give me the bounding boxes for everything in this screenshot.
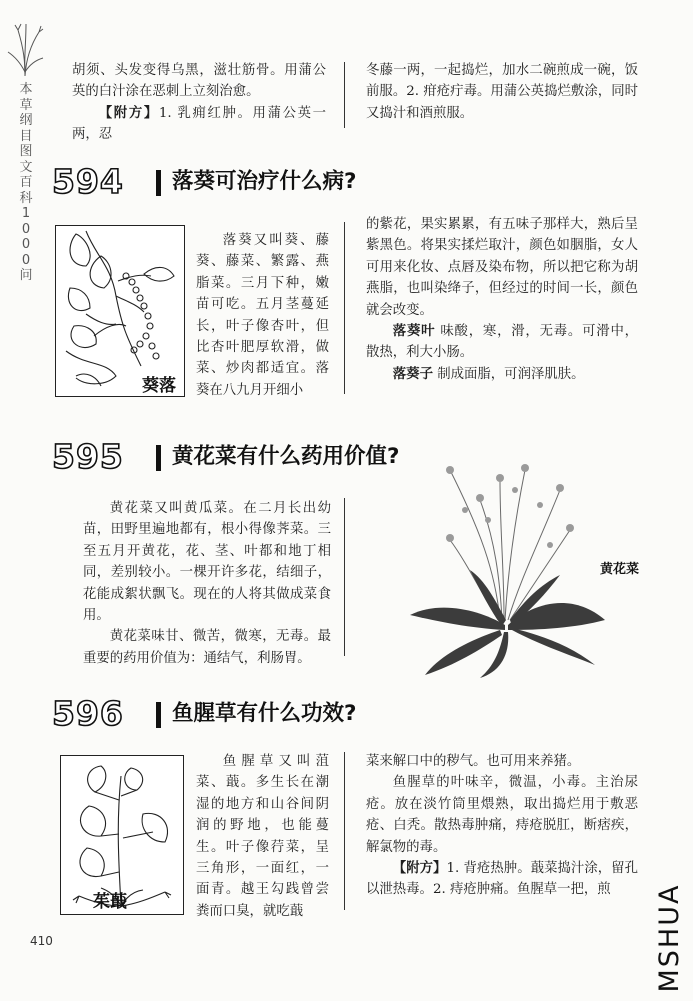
q596-fufang-label: 【附方】 xyxy=(392,861,447,877)
q596-heading xyxy=(52,694,432,734)
q596-right-column xyxy=(366,751,638,901)
q596-number: 596 xyxy=(52,694,124,733)
q594-leaf-text: 味酸，寒，滑，无毒。可滑中，散热，利大小肠。 xyxy=(366,324,639,361)
q595-heading xyxy=(52,437,432,477)
q596-plant-label: 茱蕺 xyxy=(93,892,127,912)
watermark xyxy=(650,880,690,998)
q595-plant-label: 黄花菜 xyxy=(600,562,640,577)
q594-column-divider xyxy=(344,222,345,394)
q595-plant-photo xyxy=(400,450,615,680)
q596-left-paragraph: 鱼腥草又叫菹菜、蕺。多生长在潮湿的地方和山谷间阴润的野地，也能蔓生。叶子像荇菜，呈三角形，一面红，一面青。越王勾践曾尝粪而口臭，就吃蕺 xyxy=(196,754,329,919)
q594-number: 594 xyxy=(52,162,124,201)
q595-number: 595 xyxy=(52,437,124,476)
q596-right-paragraph-1: 菜来解口中的秽气。也可用来养猪。 xyxy=(366,754,581,769)
q594-heading xyxy=(52,162,652,202)
q595-title: 黄花菜有什么药用价值? xyxy=(172,444,400,469)
page-number: 410 xyxy=(30,934,53,948)
q596-illustration xyxy=(60,755,184,915)
q594-illustration xyxy=(55,225,185,397)
q596-title: 鱼腥草有什么功效? xyxy=(172,701,357,726)
q596-fufang-text: 1. 背疮热肿。蕺菜捣汁涂，留孔以泄热毒。2. 痔疮肿痛。鱼腥草一把，煎 xyxy=(366,861,638,898)
q595-paragraph-1: 黄花菜又叫黄瓜菜。在二月长出幼苗，田野里遍地都有，根小得像荠菜。三至五月开黄花，花、茎、叶都和地丁相同，差别较小。一棵开许多花，结细子，花能成絮状飘飞。现在的人将其做成菜食用。 xyxy=(83,501,331,624)
q594-heading-bar xyxy=(156,170,161,196)
q594-left-paragraph: 落葵又叫葵、藤葵、藤菜、繁露、燕脂菜。三月下种，嫩苗可吃。五月茎蔓延长，叶子像杏叶，但比杏叶肥厚软滑，做菜、炒肉都适宜。落葵在八九月开细小 xyxy=(196,233,329,398)
q594-title: 落葵可治疗什么病? xyxy=(172,169,357,194)
q595-column-divider xyxy=(344,498,345,656)
q596-left-column xyxy=(196,751,329,922)
top-fufang-text: 1. 乳痈红肿。用蒲公英一两，忍 xyxy=(72,105,326,143)
q594-leaf-label: 落葵叶 xyxy=(392,324,436,340)
top-right-paragraph: 冬藤一两，一起捣烂，加水二碗煎成一碗，饭前服。2. 疳疮疔毒。用蒲公英捣烂敷涂，同时又捣汁和酒煎服。 xyxy=(366,63,638,121)
q596-column-divider xyxy=(344,752,345,910)
q595-paragraph-2: 黄花菜味甘、微苦，微寒，无毒。最重要的药用价值为：通结气，利肠胃。 xyxy=(83,629,331,666)
side-book-title: 本草纲目图文百科1000问 xyxy=(19,82,33,283)
q594-right-column xyxy=(366,214,638,385)
q596-right-paragraph-2: 鱼腥草的叶味辛，微温，小毒。主治尿疮。放在淡竹筒里煨熟，取出捣烂用于敷恶疮、白秃。散热毒肿痛，痔疮脱肛，断痞疾，解氯物的毒。 xyxy=(366,775,638,855)
q595-heading-bar xyxy=(156,445,161,471)
q594-left-column xyxy=(196,230,329,401)
q596-heading-bar xyxy=(156,702,161,728)
watermark-text: MSHUA xyxy=(654,883,685,993)
top-column-divider xyxy=(344,62,345,128)
q594-right-paragraph: 的紫花，果实累累，有五味子那样大，熟后呈紫黑色。将果实揉烂取汁，颜色如胭脂，女人可用来化妆、点唇及染布物，所以把它称为胡燕脂，也叫染绛子，但经过的时间一长，颜色就会改变。 xyxy=(366,217,638,318)
top-fufang-label: 【附方】 xyxy=(98,105,159,121)
grass-icon xyxy=(6,22,44,76)
q594-plant-label: 葵落 xyxy=(142,376,176,396)
q594-seed-text: 制成面脂，可润泽肌肤。 xyxy=(437,366,585,382)
top-right-column xyxy=(366,60,638,124)
q594-seed-label: 落葵子 xyxy=(392,366,433,382)
q595-text-column xyxy=(83,498,331,669)
top-left-column xyxy=(72,60,326,146)
top-left-paragraph: 胡须、头发变得乌黑，滋壮筋骨。用蒲公英的白汁涂在恶刺上立刻治愈。 xyxy=(72,63,326,100)
